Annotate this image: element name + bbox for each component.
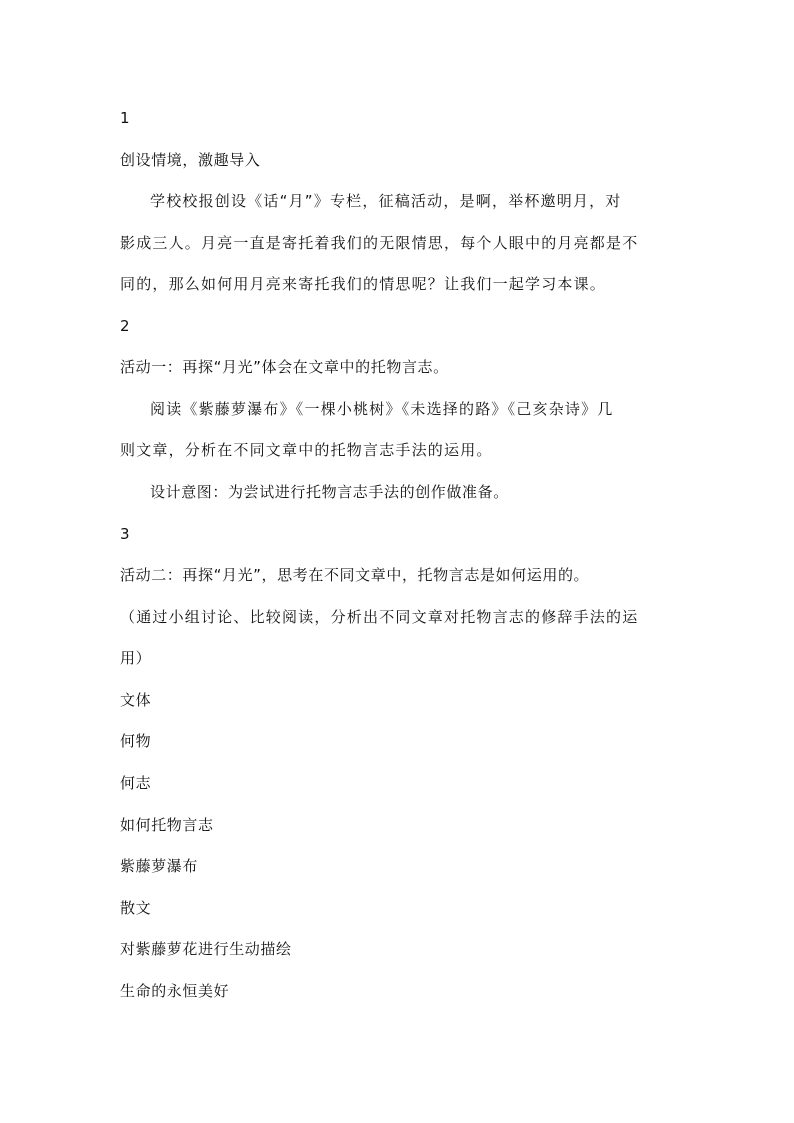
activity-one-paragraph-line-2: 则文章，分析在不同文章中的托物言志手法的运用。: [120, 441, 493, 459]
table-header-object: 何物: [120, 732, 152, 750]
table-header-genre: 文体: [120, 691, 152, 709]
table-cell-object: 对紫藤萝花进行生动描绘: [120, 940, 292, 958]
table-cell-title: 紫藤萝瀑布: [120, 857, 199, 875]
activity-one-paragraph-line-1: 阅读《紫藤萝瀑布》《一棵小桃树》《未选择的路》《己亥杂诗》几: [150, 400, 614, 418]
table-header-aspiration: 何志: [120, 774, 152, 792]
intro-paragraph-line-1: 学校校报创设《话“月”》专栏，征稿活动，是啊，举杯邀明月，对: [150, 192, 622, 210]
section-number-3: 3: [120, 525, 131, 543]
section-number-1: 1: [120, 109, 131, 127]
table-cell-genre: 散文: [120, 899, 152, 917]
intro-paragraph-line-3: 同的，那么如何用月亮来寄托我们的情思呢？让我们一起学习本课。: [120, 275, 607, 293]
section-number-2: 2: [120, 317, 131, 335]
table-header-method: 如何托物言志: [120, 816, 214, 834]
design-intent: 设计意图：为尝试进行托物言志手法的创作做准备。: [150, 483, 509, 501]
section-heading-2: 活动一：再探“月光”体会在文章中的托物言志。: [120, 358, 449, 376]
activity-two-note-line-1: （通过小组讨论、比较阅读，分析出不同文章对托物言志的修辞手法的运: [120, 608, 639, 626]
activity-two-note-line-2: 用）: [120, 649, 152, 667]
table-cell-aspiration: 生命的永恒美好: [120, 982, 230, 1000]
intro-paragraph-line-2: 影成三人。月亮一直是寄托着我们的无限情思，每个人眼中的月亮都是不: [120, 234, 639, 252]
section-heading-3: 活动二：再探“月光”，思考在不同文章中，托物言志是如何运用的。: [120, 566, 590, 584]
section-heading-1: 创设情境，激趣导入: [120, 151, 261, 169]
